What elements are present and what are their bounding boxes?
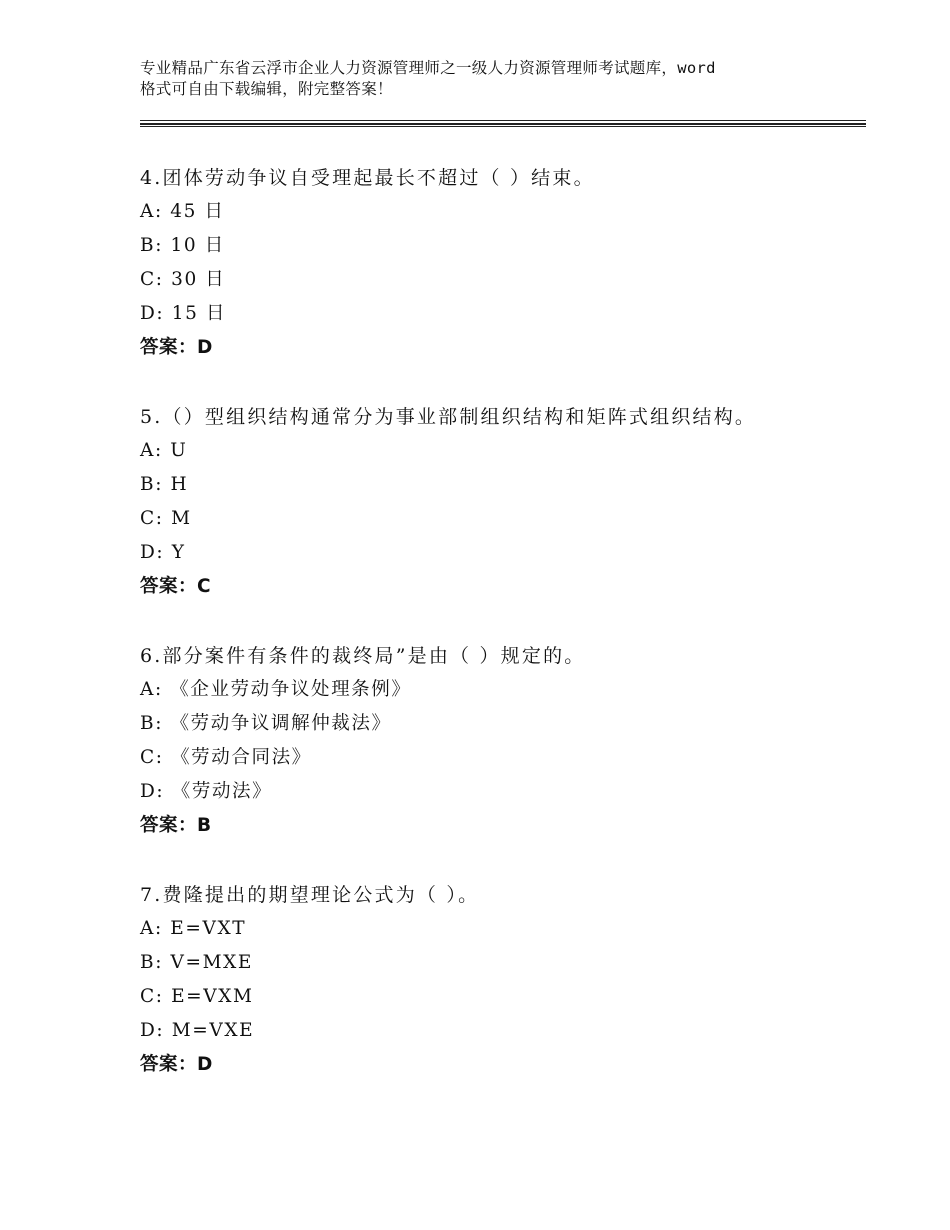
- option-c: C: 《劳动合同法》: [140, 747, 312, 768]
- option-c: C: 30 日: [140, 269, 226, 290]
- option-c: C: M: [140, 508, 192, 529]
- header-line-2: 格式可自由下载编辑，附完整答案！: [140, 80, 393, 98]
- question-stem: 7.费隆提出的期望理论公式为（ ）。: [140, 884, 480, 906]
- question-6: [140, 639, 860, 843]
- option-a: A: 《企业劳动争议处理条例》: [140, 679, 412, 700]
- question-5: [140, 400, 860, 604]
- answer-line: 答案：C: [140, 576, 212, 597]
- option-d: D: M=VXE: [140, 1020, 255, 1041]
- question-7: [140, 878, 860, 1082]
- question-stem: 6.部分案件有条件的裁终局”是由（ ）规定的。: [140, 645, 586, 667]
- option-b: B: V=MXE: [140, 952, 253, 973]
- option-b: B: 《劳动争议调解仲裁法》: [140, 713, 392, 734]
- document-header: [140, 58, 830, 100]
- option-a: A: 45 日: [140, 201, 225, 222]
- header-divider-top: [140, 120, 866, 121]
- answer-line: 答案：D: [140, 1054, 213, 1075]
- option-c: C: E=VXM: [140, 986, 254, 1007]
- header-divider-middle: [140, 123, 866, 125]
- option-a: A: U: [140, 440, 188, 461]
- question-stem: 4.团体劳动争议自受理起最长不超过（ ）结束。: [140, 167, 595, 189]
- answer-line: 答案：D: [140, 337, 213, 358]
- question-4: [140, 161, 860, 365]
- question-stem: 5.（）型组织结构通常分为事业部制组织结构和矩阵式组织结构。: [140, 406, 757, 428]
- option-a: A: E=VXT: [140, 918, 247, 939]
- option-d: D: Y: [140, 542, 186, 563]
- header-divider-bottom: [140, 126, 866, 127]
- option-d: D: 15 日: [140, 303, 227, 324]
- option-b: B: 10 日: [140, 235, 225, 256]
- answer-line: 答案：B: [140, 815, 212, 836]
- header-line-1: 专业精品广东省云浮市企业人力资源管理师之一级人力资源管理师考试题库，word: [140, 59, 716, 77]
- option-b: B: H: [140, 474, 189, 495]
- option-d: D: 《劳动法》: [140, 781, 273, 802]
